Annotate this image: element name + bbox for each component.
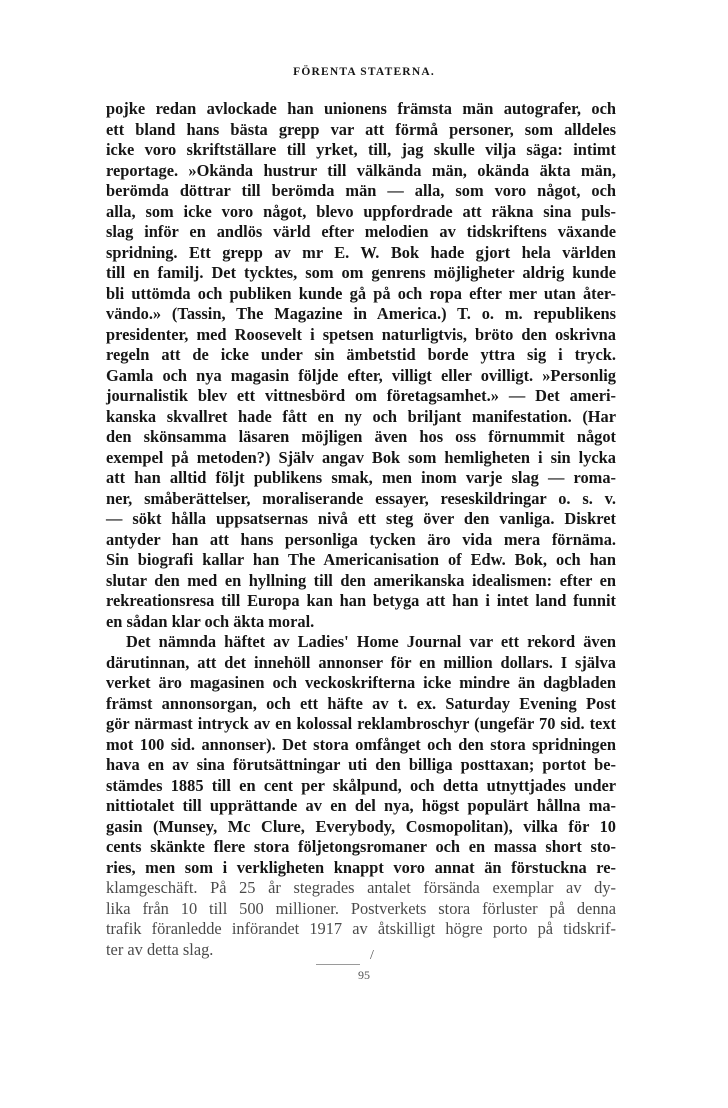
text-line: främst annonsorgan, och ett häfte av t. ex. Saturday Evening Post bbox=[106, 693, 616, 713]
text-line: berömda döttrar till berömda män — alla, som voro något, och bbox=[106, 181, 616, 200]
text-line: till en familj. Det tycktes, som om genrens möjligheter aldrig kunde bbox=[106, 263, 616, 282]
text-line: att han alltid följt publikens smak, men inom varje slag — roma- bbox=[106, 468, 616, 487]
text-line: därutinnan, att det innehöll annonser för en million dollars. I själva bbox=[106, 652, 616, 672]
text-line: cents skänkte flere stora följetongsromaner och en massa short sto- bbox=[106, 837, 616, 856]
text-line: reportage. »Okända hustrur till välkända män, okända äkta män, bbox=[106, 160, 616, 180]
text-line: stämdes 1885 till en cent per skålpund, och detta utnyttjades under bbox=[106, 775, 616, 795]
text-line: antyder han att hans personliga tycken äro vida mera förnäma. bbox=[106, 529, 616, 549]
text-line: exempel på metoden?) Själv angav Bok som hemligheten i sin lycka bbox=[106, 447, 616, 467]
paragraph-first-line: Det nämnda häftet av Ladies' Home Journal var ett rekord även bbox=[126, 632, 616, 651]
body-text bbox=[106, 99, 616, 960]
text-line: Gamla och nya magasin följde efter, villigt eller ovilligt. »Personlig bbox=[106, 365, 616, 385]
footer-mark: / bbox=[370, 948, 374, 963]
text-line: slutar den med en hyllning till den amerikanska idealismen: efter en bbox=[106, 570, 616, 590]
text-line: slag inför en andlös värld efter melodien av tidskriftens växande bbox=[106, 222, 616, 241]
text-line: verket äro magasinen och veckoskrifterna icke mindre än dagbladen bbox=[106, 673, 616, 692]
text-line: gasin (Munsey, Mc Clure, Everybody, Cosmopolitan), vilka för 10 bbox=[106, 816, 616, 836]
text-line: ner, småberättelser, moraliserande essayer, reseskildringar o. s. v. bbox=[106, 488, 616, 508]
text-line: ett bland hans bästa grepp var att förmå personer, som alldeles bbox=[106, 119, 616, 139]
text-line: alla, som icke voro något, blevo uppfordrade att räkna sina puls- bbox=[106, 201, 616, 221]
text-line: Sin biografi kallar han The Americanisation of Edw. Bok, och han bbox=[106, 550, 616, 569]
text-line: bli uttömda och publiken kunde gå på och ropa efter mer utan åter- bbox=[106, 283, 616, 303]
text-line: mot 100 sid. annonser). Det stora omfånget och den stora spridningen bbox=[106, 734, 616, 754]
paragraph-end-line: en sådan klar och äkta moral. bbox=[106, 611, 315, 631]
page-number: 95 bbox=[358, 968, 370, 982]
text-line: presidenter, med Roosevelt i spetsen naturligtvis, bröto den oskrivna bbox=[106, 324, 616, 344]
text-line: ries, men som i verkligheten knappt voro annat än förstuckna re- bbox=[106, 857, 616, 877]
text-line: nittiotalet till upprättande av en del nya, högst populärt hållna ma- bbox=[106, 796, 616, 815]
text-line: vändo.» (Tassin, The Magazine in America.) T. o. m. republikens bbox=[106, 304, 616, 323]
text-line: regeln att de icke under sin ämbetstid borde yttra sig i tryck. bbox=[106, 345, 616, 364]
text-line: trafik föranledde införandet 1917 av åtskilligt högre porto på tidskrif- bbox=[106, 919, 616, 938]
text-line: — sökt hålla uppsatsernas nivå ett steg över den vanliga. Diskret bbox=[106, 509, 616, 528]
text-line: icke voro skriftställare till yrket, till, jag skulle vilja säga: intimt bbox=[106, 140, 616, 159]
text-line: spridning. Ett grepp av mr E. W. Bok hade gjort hela världen bbox=[106, 242, 616, 262]
text-line: kanska skvallret hade fått en ny och briljant manifestation. (Har bbox=[106, 406, 616, 426]
text-line: den skönsamma läsaren möjligen även hos oss förnummit något bbox=[106, 427, 616, 446]
text-line: hava en av sina förutsättningar uti den billiga posttaxan; portot be- bbox=[106, 755, 616, 774]
text-line: gör närmast intryck av en kolossal reklambroschyr (ungefär 70 sid. text bbox=[106, 714, 616, 733]
paragraph-end-line: ter av detta slag. bbox=[106, 939, 214, 959]
text-line: lika från 10 till 500 millioner. Postverkets stora förluster på denna bbox=[106, 898, 616, 918]
text-line: journalistik blev ett vittnesbörd om företagsamhet.» — Det ameri- bbox=[106, 386, 616, 405]
text-line: pojke redan avlockade han unionens främsta män autografer, och bbox=[106, 99, 616, 118]
footer-rule bbox=[316, 964, 360, 965]
text-line: rekreationsresa till Europa kan han betyga att han i intet land funnit bbox=[106, 591, 616, 610]
running-head: FÖRENTA STATERNA. bbox=[293, 66, 435, 78]
text-line: klamgeschäft. På 25 år stegrades antalet försända exemplar av dy- bbox=[106, 878, 616, 897]
